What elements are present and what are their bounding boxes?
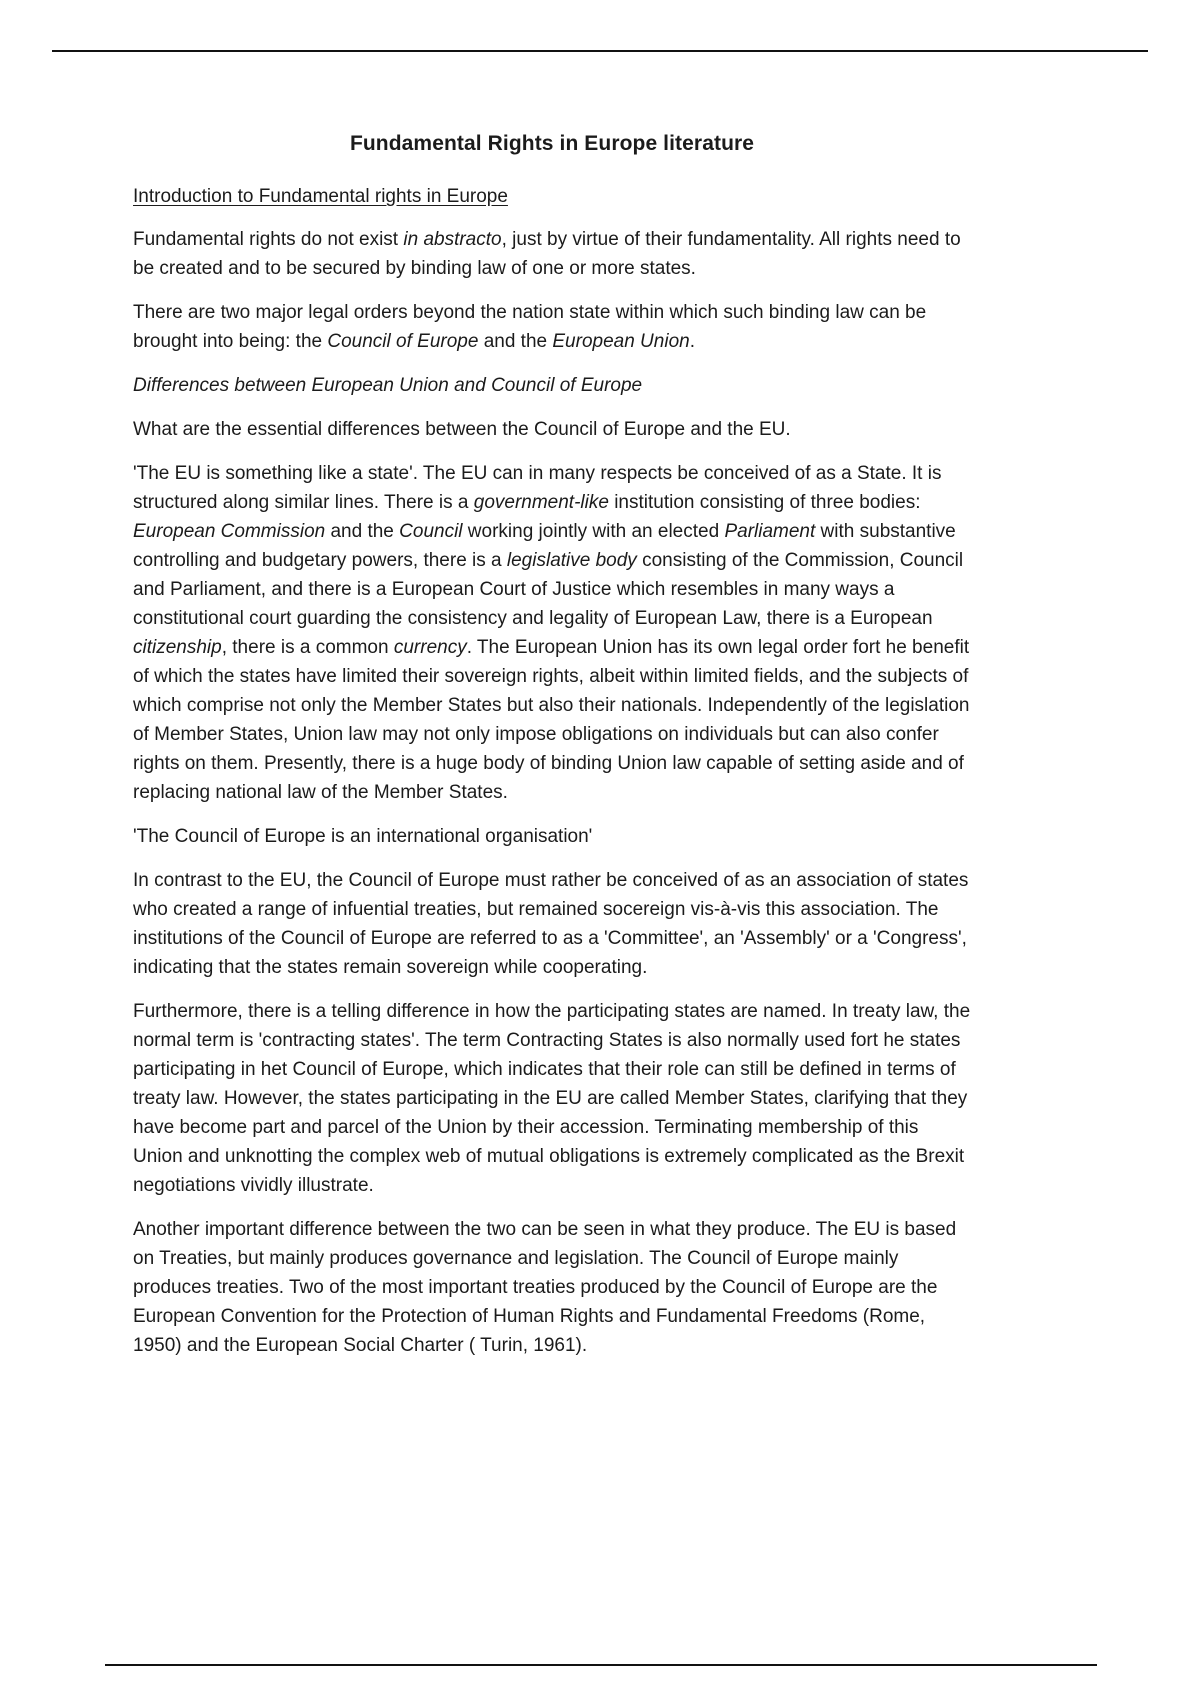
paragraph — [133, 415, 971, 444]
body-text: , there is a common — [221, 637, 394, 658]
body-text: , just by virtue of their fundamentality. All rights need to be created and to be secured by binding law of one or more states. — [133, 229, 961, 279]
italic-text: European Union — [552, 331, 690, 352]
body-text: In contrast to the EU, the Council of Europe must rather be conceived of as an association of states who created a range of infuential treaties, but remained socereign vis-à-vis this association. The institutions of the Council of Europe are referred to as a 'Committee', an 'Assembly' or a 'Congress', indicating that the states remain sovereign while cooperating. — [133, 870, 969, 978]
body-text: Fundamental rights do not exist — [133, 229, 404, 250]
bottom-rule — [105, 1664, 1097, 1666]
body-text: consisting of the Commission, Council and Parliament, and there is a European Court of Justice which resembles in many ways a constitutional court guarding the consistency and legality of European Law, there is a European — [133, 550, 964, 629]
body-text: with substantive controlling and budgetary powers, there is a — [133, 521, 956, 571]
paragraph — [133, 459, 971, 807]
body-text: 'The Council of Europe is an international organisation' — [133, 826, 593, 847]
paragraph — [133, 225, 971, 283]
body-text: 'The EU is something like a state'. The EU can in many respects be conceived of as a State. It is structured along similar lines. There is a — [133, 463, 942, 513]
italic-text: Differences between European Union and Council of Europe — [133, 375, 643, 396]
document-body — [133, 225, 971, 1360]
body-text: and the — [325, 521, 400, 542]
body-text: What are the essential differences between the Council of Europe and the EU. — [133, 419, 791, 440]
paragraph — [133, 1215, 971, 1360]
italic-text: European Commission — [133, 521, 326, 542]
body-text: working jointly with an elected — [462, 521, 725, 542]
body-text: . — [689, 331, 695, 352]
document-title: Fundamental Rights in Europe literature — [349, 132, 755, 155]
section-heading: Introduction to Fundamental rights in Europe — [133, 186, 508, 207]
body-text: Furthermore, there is a telling difference in how the participating states are named. In treaty law, the normal term is 'contracting states'. The term Contracting States is also normally used fort he states participating in het Council of Europe, which indicates that their role can still be defined in terms of treaty law. However, the states participating in the EU are called Member States, clarifying that they have become part and parcel of the Union by their accession. Terminating membership of this Union and unknotting the complex web of mutual obligations is extremely complicated as the Brexit negotiations vividly illustrate. — [133, 1001, 971, 1196]
paragraph — [133, 866, 971, 982]
body-text: There are two major legal orders beyond the nation state within which such binding law can be brought into being: the — [133, 302, 927, 352]
italic-subheading — [133, 371, 971, 400]
italic-text: Parliament — [724, 521, 816, 542]
italic-text: currency — [393, 637, 467, 658]
paragraph — [133, 997, 971, 1200]
italic-text: Council — [399, 521, 463, 542]
paragraph — [133, 822, 971, 851]
italic-text: in abstracto — [403, 229, 502, 250]
body-text: and the — [478, 331, 553, 352]
top-rule — [52, 50, 1148, 52]
body-text: Another important difference between the two can be seen in what they produce. The EU is based on Treaties, but mainly produces governance and legislation. The Council of Europe mainly produces treaties. Two of the most important treaties produced by the Council of Europe are the European Convention for the Protection of Human Rights and Fundamental Freedoms (Rome, 1950) and the European Social Charter ( Turin, 1961). — [133, 1219, 957, 1356]
body-text: institution consisting of three bodies: — [608, 492, 921, 513]
italic-text: government-like — [473, 492, 609, 513]
italic-text: Council of Europe — [327, 331, 479, 352]
body-text: . The European Union has its own legal order fort he benefit of which the states have limited their sovereign rights, albeit within limited fields, and the subjects of which comprise not only the Member States but also their nationals. Independently of the legislation of Member States, Union law may not only impose obligations on individuals but can also confer rights on them. Presently, there is a huge body of binding Union law capable of setting aside and of replacing national law of the Member States. — [133, 637, 970, 803]
italic-text: citizenship — [133, 637, 222, 658]
document-content — [133, 132, 971, 1375]
paragraph — [133, 298, 971, 356]
italic-text: legislative body — [506, 550, 637, 571]
